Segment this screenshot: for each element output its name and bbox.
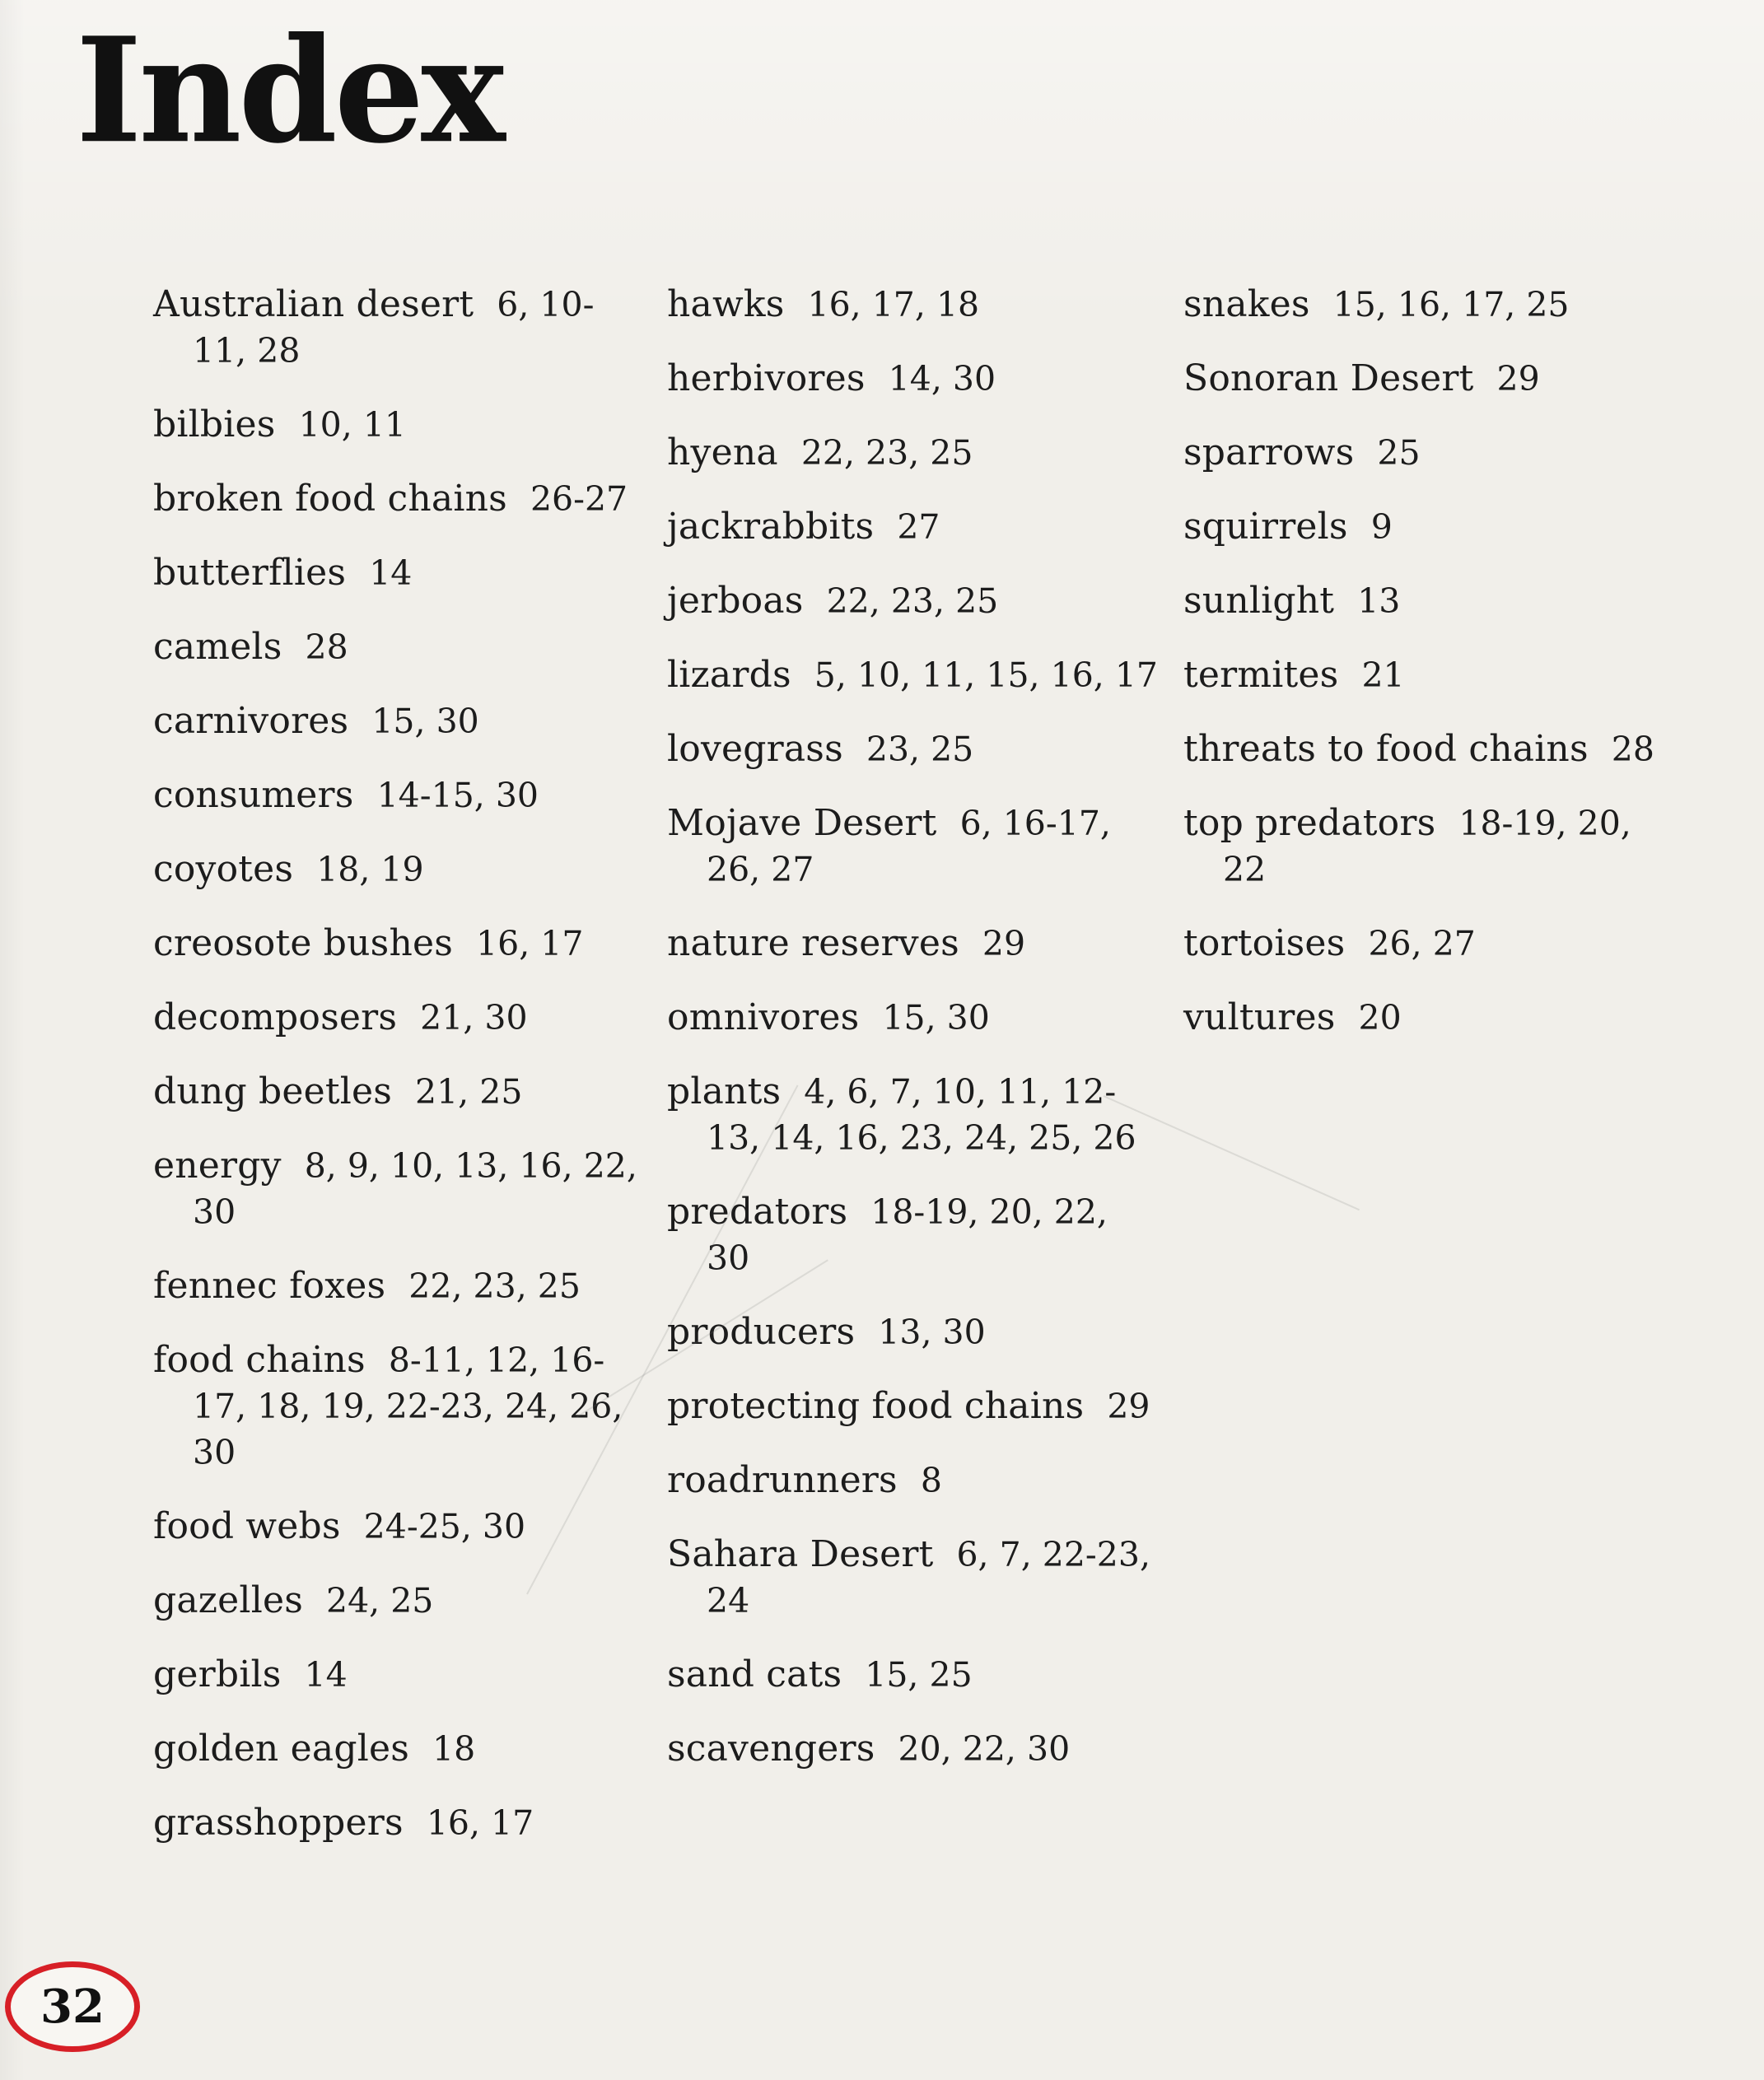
index-entry bbox=[153, 1143, 647, 1235]
index-entry bbox=[667, 430, 1161, 476]
index-entry bbox=[667, 1532, 1161, 1624]
index-term: grasshoppers bbox=[153, 1802, 404, 1844]
index-term: fennec foxes bbox=[153, 1265, 386, 1307]
index-entry bbox=[153, 1337, 647, 1476]
index-page-refs: 14 bbox=[304, 1655, 348, 1695]
index-entry bbox=[667, 1383, 1161, 1429]
index-term: Sonoran Desert bbox=[1183, 357, 1474, 399]
index-page-refs: 6, 10-11, 28 bbox=[193, 285, 595, 371]
index-page-refs: 20 bbox=[1358, 998, 1402, 1038]
index-page-refs: 15, 30 bbox=[882, 998, 990, 1038]
index-page-refs: 16, 17, 18 bbox=[807, 285, 980, 324]
index-entry bbox=[1183, 921, 1678, 967]
index-page-refs: 6, 7, 22-23, 24 bbox=[707, 1535, 1150, 1621]
index-page-refs: 9 bbox=[1370, 507, 1393, 547]
index-entry bbox=[667, 1726, 1161, 1772]
index-entry bbox=[667, 652, 1161, 698]
index-entry bbox=[1183, 995, 1678, 1041]
index-term: top predators bbox=[1183, 802, 1436, 844]
index-page-refs: 14, 30 bbox=[888, 359, 996, 399]
index-term: protecting food chains bbox=[667, 1385, 1085, 1427]
index-term: squirrels bbox=[1183, 506, 1348, 548]
index-page-refs: 8, 9, 10, 13, 16, 22, 30 bbox=[193, 1146, 637, 1232]
index-page-refs: 27 bbox=[897, 507, 940, 547]
index-entry bbox=[153, 1726, 647, 1772]
index-page-refs: 4, 6, 7, 10, 11, 12-13, 14, 16, 23, 24, 25, 26 bbox=[707, 1072, 1136, 1158]
index-term: hyena bbox=[667, 431, 778, 473]
page-title: Index bbox=[76, 5, 502, 176]
index-entry bbox=[1183, 800, 1678, 893]
index-term: consumers bbox=[153, 774, 354, 816]
index-term: dung beetles bbox=[153, 1070, 393, 1112]
index-term: sparrows bbox=[1183, 431, 1355, 473]
index-entry bbox=[667, 726, 1161, 772]
index-term: scavengers bbox=[667, 1728, 875, 1770]
index-term: tortoises bbox=[1183, 922, 1346, 964]
index-page-refs: 13, 30 bbox=[878, 1313, 986, 1352]
index-term: vultures bbox=[1183, 996, 1336, 1038]
index-column-1 bbox=[153, 282, 647, 1874]
index-page-refs: 26, 27 bbox=[1368, 924, 1476, 963]
index-entry bbox=[1183, 282, 1678, 328]
index-term: jackrabbits bbox=[667, 506, 875, 548]
index-entry bbox=[153, 476, 647, 522]
index-entry bbox=[153, 1069, 647, 1115]
index-entry bbox=[667, 356, 1161, 402]
index-page-refs: 22, 23, 25 bbox=[800, 433, 973, 473]
index-page-refs: 6, 16-17, 26, 27 bbox=[707, 804, 1111, 889]
index-page-refs: 23, 25 bbox=[866, 730, 974, 769]
index-page-refs: 8-11, 12, 16-17, 18, 19, 22-23, 24, 26, 30 bbox=[193, 1341, 623, 1472]
index-page-refs: 8 bbox=[920, 1461, 942, 1500]
index-page-refs: 25 bbox=[1377, 433, 1421, 473]
index-page-refs: 18, 19 bbox=[316, 850, 424, 889]
index-term: roadrunners bbox=[667, 1459, 898, 1501]
index-entry bbox=[667, 282, 1161, 328]
index-column-2 bbox=[667, 282, 1161, 1800]
index-term: sunlight bbox=[1183, 580, 1335, 622]
index-term: sand cats bbox=[667, 1653, 842, 1695]
index-page-refs: 14 bbox=[369, 553, 413, 593]
index-entry bbox=[153, 624, 647, 670]
index-page-refs: 10, 11 bbox=[298, 405, 406, 445]
index-term: predators bbox=[667, 1191, 848, 1233]
index-entry bbox=[1183, 430, 1678, 476]
index-entry bbox=[667, 800, 1161, 893]
index-term: energy bbox=[153, 1145, 282, 1187]
index-term: creosote bushes bbox=[153, 922, 454, 964]
index-entry bbox=[153, 921, 647, 967]
index-term: Mojave Desert bbox=[667, 802, 937, 844]
index-entry bbox=[153, 1652, 647, 1698]
index-page-refs: 16, 17 bbox=[476, 924, 584, 963]
index-entry bbox=[153, 1800, 647, 1846]
index-term: decomposers bbox=[153, 996, 398, 1038]
index-page-refs: 22, 23, 25 bbox=[408, 1266, 581, 1306]
index-column-3 bbox=[1183, 282, 1678, 1069]
index-term: food webs bbox=[153, 1505, 341, 1547]
index-entry bbox=[1183, 504, 1678, 550]
index-entry bbox=[1183, 652, 1678, 698]
index-entry bbox=[153, 772, 647, 818]
index-term: butterflies bbox=[153, 552, 347, 594]
index-term: broken food chains bbox=[153, 478, 507, 520]
index-entry bbox=[667, 995, 1161, 1041]
index-entry bbox=[153, 1504, 647, 1550]
index-term: producers bbox=[667, 1311, 856, 1353]
index-entry bbox=[1183, 356, 1678, 402]
index-page-refs: 21, 30 bbox=[420, 998, 528, 1038]
page-number: 32 bbox=[40, 1980, 105, 2034]
index-term: snakes bbox=[1183, 283, 1310, 325]
index-page-refs: 18-19, 20, 22, 30 bbox=[707, 1192, 1108, 1278]
index-page-refs: 21, 25 bbox=[415, 1072, 523, 1112]
index-entry bbox=[153, 995, 647, 1041]
index-entry bbox=[153, 282, 647, 374]
index-page-refs: 5, 10, 11, 15, 16, 17 bbox=[814, 655, 1159, 695]
index-entry bbox=[153, 1578, 647, 1624]
index-term: lizards bbox=[667, 654, 791, 696]
index-entry bbox=[667, 1652, 1161, 1698]
index-page-refs: 28 bbox=[305, 627, 348, 667]
index-term: Sahara Desert bbox=[667, 1533, 934, 1575]
index-entry bbox=[667, 504, 1161, 550]
index-term: camels bbox=[153, 626, 282, 668]
index-page-refs: 14-15, 30 bbox=[376, 776, 539, 815]
index-term: lovegrass bbox=[667, 728, 843, 770]
index-term: gazelles bbox=[153, 1579, 303, 1621]
index-page-refs: 16, 17 bbox=[426, 1803, 534, 1843]
index-page-refs: 20, 22, 30 bbox=[898, 1729, 1071, 1769]
index-term: coyotes bbox=[153, 848, 294, 890]
index-page-refs: 18-19, 20, 22 bbox=[1223, 804, 1631, 889]
index-entry bbox=[667, 921, 1161, 967]
index-term: threats to food chains bbox=[1183, 728, 1589, 770]
index-entry bbox=[153, 846, 647, 893]
index-entry bbox=[153, 402, 647, 448]
index-page-refs: 29 bbox=[1107, 1387, 1150, 1426]
index-term: nature reserves bbox=[667, 922, 959, 964]
index-page-refs: 26-27 bbox=[530, 479, 628, 519]
index-entry bbox=[667, 578, 1161, 624]
index-page-refs: 13 bbox=[1357, 581, 1401, 621]
index-term: termites bbox=[1183, 654, 1339, 696]
index-term: hawks bbox=[667, 283, 785, 325]
index-term: plants bbox=[667, 1070, 782, 1112]
index-page-refs: 18 bbox=[432, 1729, 476, 1769]
index-term: golden eagles bbox=[153, 1728, 409, 1770]
index-page-refs: 21 bbox=[1361, 655, 1405, 695]
index-entry bbox=[1183, 578, 1678, 624]
index-page-refs: 15, 25 bbox=[865, 1655, 973, 1695]
index-page-refs: 28 bbox=[1611, 730, 1654, 769]
index-term: omnivores bbox=[667, 996, 860, 1038]
index-page-refs: 15, 16, 17, 25 bbox=[1332, 285, 1570, 324]
index-entry bbox=[667, 1457, 1161, 1504]
index-term: carnivores bbox=[153, 700, 349, 742]
index-page-refs: 24, 25 bbox=[325, 1581, 434, 1621]
index-term: bilbies bbox=[153, 403, 276, 445]
index-term: jerboas bbox=[667, 580, 804, 622]
index-page-refs: 29 bbox=[982, 924, 1026, 963]
index-entry bbox=[667, 1309, 1161, 1355]
index-term: herbivores bbox=[667, 357, 866, 399]
index-entry bbox=[153, 1263, 647, 1309]
index-page-refs: 29 bbox=[1496, 359, 1540, 399]
index-entry bbox=[667, 1069, 1161, 1161]
index-term: gerbils bbox=[153, 1653, 282, 1695]
index-term: food chains bbox=[153, 1339, 366, 1381]
index-entry bbox=[153, 550, 647, 596]
index-entry bbox=[1183, 726, 1678, 772]
index-page-refs: 15, 30 bbox=[371, 702, 479, 741]
index-page-refs: 22, 23, 25 bbox=[826, 581, 999, 621]
index-page-refs: 24-25, 30 bbox=[363, 1507, 526, 1546]
index-term: Australian desert bbox=[153, 283, 474, 325]
index-entry bbox=[667, 1189, 1161, 1281]
index-entry bbox=[153, 698, 647, 744]
page-number-badge bbox=[5, 1961, 140, 2052]
